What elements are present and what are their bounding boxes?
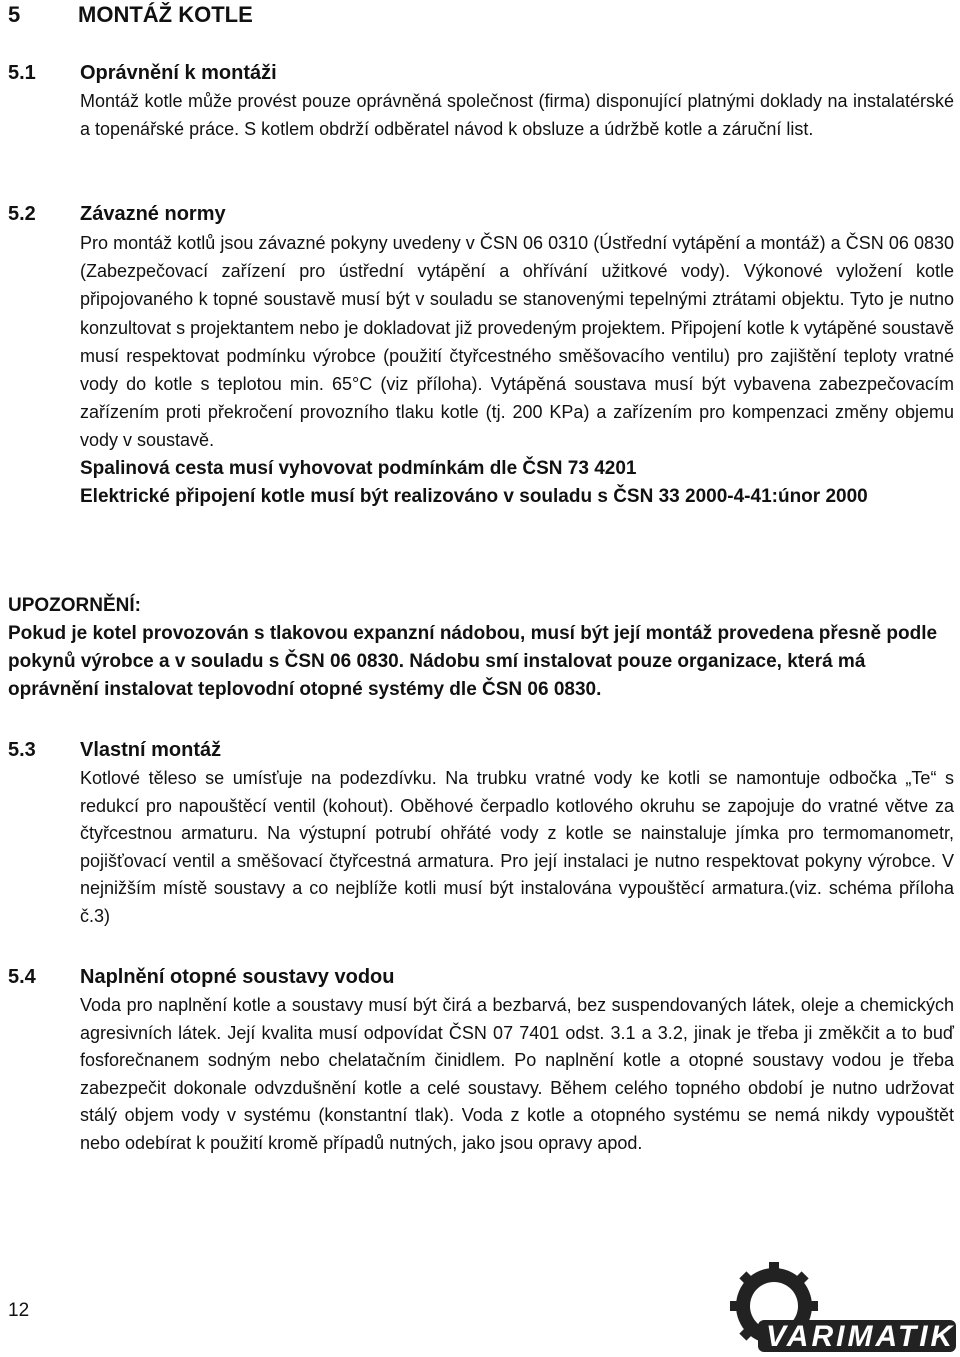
paragraph: Voda pro naplnění kotle a soustavy musí být čirá a bezbarvá, bez suspendovaných látek, oleje a chemických agresivních látek. Její kvalita musí odpovídat ČSN 07 7401 odst. 3.1 a 3.2, jinak je třeba ji změkčit a to buď fosforečnanem sodným nebo chelatačním činidlem. Po naplnění kotle a otopné soustavy vodou je třeba zabezpečit dokonale odvzdušnění kotle a celé soustavy. Během celého topného období je nutno udržovat stálý objem vody v systému (konstantní tlak). Voda z kotle a otopného systému se nemá nikdy vypouštět nebo odebírat k použití kromě případů nutných, jako jsou opravy apod. — [80, 995, 954, 1153]
warning-text: Pokud je kotel provozován s tlakovou expanzní nádobou, musí být její montáž provedena přesně podle pokynů výrobce a v souladu s ČSN 06 0830. Nádobu smí instalovat pouze organizace, která má oprávnění instalovat teplovodní otopné systémy dle ČSN 06 0830. — [8, 623, 938, 700]
paragraph: Pro montáž kotlů jsou závazné pokyny uvedeny v ČSN 06 0310 (Ústřední vytápění a montáž) a ČSN 06 0830 (Zabezpečovací zařízení pro ústřední vytápění a ohřívání užitkové vody). Výkonové vyložení kotle připojovaného k topné soustavě musí být v souladu se stanovenými tepelnými ztrátami objektu. Tyto je nutno konzultovat s projektantem nebo je dokladovat již provedeným projektem. Připojení kotle k vytápěné soustavě musí respektovat podmínku výrobce (použití čtyřcestného směšovacího ventilu) pro zajištění teploty vratné vody do kotle s teplotou min. 65°C (viz příloha). Vytápěná soustava musí být vybavena zabezpečovacím zařízením proti překročení provozního tlaku kotle (tj. 200 KPa) a zařízením pro kompenzaci změny objemu vody v soustavě. — [80, 233, 954, 451]
section-heading — [8, 58, 954, 88]
section-number: 5.1 — [8, 62, 36, 84]
bold-statement-flue: Spalinová cesta musí vyhovovat podmínkám dle ČSN 73 4201 — [80, 457, 637, 479]
section-number: 5.4 — [8, 966, 36, 988]
section-5-4 — [8, 962, 954, 1157]
logo-text: VARIMATIK — [766, 1320, 956, 1353]
section-heading — [8, 735, 954, 765]
section-number: 5.2 — [8, 203, 36, 225]
varimatik-logo — [730, 1262, 958, 1354]
section-title: Vlastní montáž — [80, 739, 222, 761]
section-heading — [8, 962, 954, 992]
chapter-number: 5 — [8, 2, 21, 27]
section-body — [80, 992, 954, 1157]
paragraph: Kotlové těleso se umísťuje na podezdívku. Na trubku vratné vody ke kotli se namontuje odbočka „Te“ s redukcí pro napouštěcí ventil (kohout). Oběhové čerpadlo kotlového okruhu se zapojuje do vratné větve za čtyřcestnou armaturu. Na výstupní potrubí ohřáté vody z kotle se nainstaluje jímka pro termomanometr, pojišťovací ventil a směšovací čtyřcestná armatura. Pro její instalaci je nutno respektovat pokyny výrobce. V nejnižším místě soustavy a co nejblíže kotli musí být instalována vypouštěcí armatura.(viz. schéma příloha č.3) — [80, 768, 954, 926]
paragraph: Montáž kotle může provést pouze oprávněná společnost (firma) disponující platnými doklady na instalatérské a topenářské práce. S kotlem obdrží odběratel návod k obsluze a údržbě kotle a záruční list. — [80, 91, 954, 139]
warning-title: UPOZORNĚNÍ: — [8, 595, 141, 616]
section-heading — [8, 199, 954, 229]
warning-block — [8, 592, 954, 704]
section-5-3 — [8, 735, 954, 930]
section-body — [80, 88, 954, 143]
section-title: Závazné normy — [80, 203, 226, 225]
section-body — [80, 229, 954, 511]
bold-statement-electric: Elektrické připojení kotle musí být realizováno v souladu s ČSN 33 2000-4-41:únor 2000 — [80, 485, 868, 507]
section-5-1 — [8, 58, 954, 143]
section-title: Naplnění otopné soustavy vodou — [80, 966, 395, 988]
section-number: 5.3 — [8, 739, 36, 761]
chapter-heading — [8, 2, 253, 28]
section-title: Oprávnění k montáži — [80, 62, 277, 84]
page-number: 12 — [8, 1300, 30, 1321]
chapter-title: MONTÁŽ KOTLE — [78, 2, 253, 27]
section-5-2 — [8, 199, 954, 511]
section-body — [80, 765, 954, 930]
